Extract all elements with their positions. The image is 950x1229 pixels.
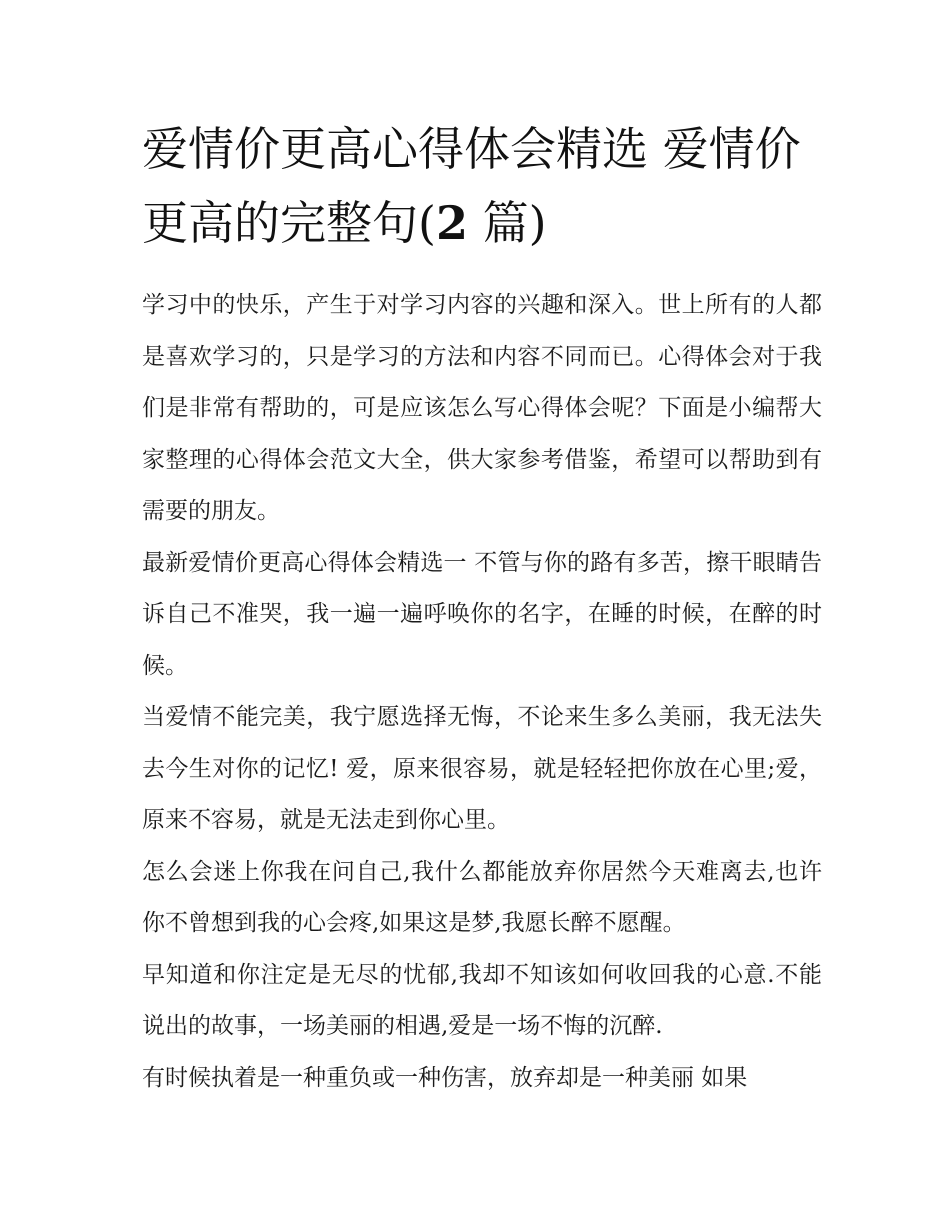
document-body bbox=[142, 280, 822, 1104]
paragraph-5: 有时候执着是一种重负或一种伤害，放弃却是一种美丽 如果 bbox=[142, 1064, 748, 1091]
paragraph-4: 早知道和你注定是无尽的忧郁,我却不知该如何收回我的心意.不能说出的故事，一场美丽的相遇,爱是一场不悔的沉醉. bbox=[142, 961, 822, 1039]
paragraph-3: 怎么会迷上你我在问自己,我什么都能放弃你居然今天难离去,也许你不曾想到我的心会疼,如果这是梦,我愿长醉不愿醒。 bbox=[142, 858, 822, 936]
paragraph-1: 最新爱情价更高心得体会精选一 不管与你的路有多苦，擦干眼睛告诉自己不准哭，我一遍一遍呼唤你的名字，在睡的时候，在醉的时候。 bbox=[142, 549, 822, 679]
document-title bbox=[142, 112, 822, 260]
title-text: 爱情价更高心得体会精选 爱情价更高的完整句( bbox=[142, 122, 801, 250]
title-number: 2 bbox=[435, 196, 468, 250]
title-suffix: 篇) bbox=[467, 196, 547, 250]
paragraph-2: 当爱情不能完美，我宁愿选择无悔，不论来生多么美丽，我无法失去今生对你的记忆! 爱，原来很容易，就是轻轻把你放在心里;爱，原来不容易，就是无法走到你心里。 bbox=[142, 704, 822, 833]
paragraph-intro: 学习中的快乐，产生于对学习内容的兴趣和深入。世上所有的人都是喜欢学习的，只是学习的方法和内容不同而已。心得体会对于我们是非常有帮助的，可是应该怎么写心得体会呢？下面是小编帮大家整理的心得体会范文大全，供大家参考借鉴，希望可以帮助到有需要的朋友。 bbox=[142, 292, 822, 524]
